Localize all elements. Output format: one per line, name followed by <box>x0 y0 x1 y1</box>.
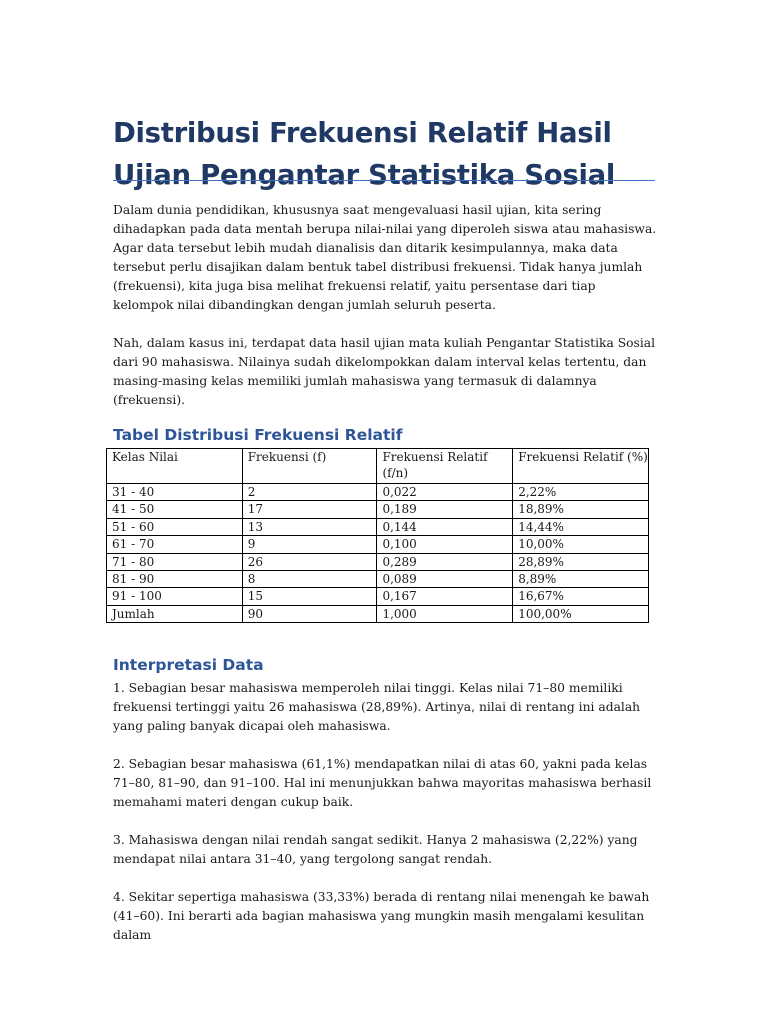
cell-frekuensi: 17 <box>242 501 377 518</box>
cell-relatif-ratio: 0,289 <box>377 553 513 570</box>
table-row <box>107 553 649 570</box>
table-row <box>107 536 649 553</box>
cell-relatif-ratio: 0,022 <box>377 484 513 501</box>
cell-relatif-ratio: 0,144 <box>377 518 513 535</box>
cell-frekuensi: 8 <box>242 571 377 588</box>
title-underline <box>113 180 655 181</box>
cell-kelas: 71 - 80 <box>107 553 243 570</box>
table-total-row <box>107 605 649 622</box>
cell-relatif-ratio: 0,089 <box>377 571 513 588</box>
cell-relatif-percent: 18,89% <box>513 501 649 518</box>
cell-kelas: 81 - 90 <box>107 571 243 588</box>
table-row <box>107 484 649 501</box>
header-frekuensi: Frekuensi (f) <box>242 449 377 484</box>
table-row <box>107 571 649 588</box>
interpretation-item-2: 2. Sebagian besar mahasiswa (61,1%) mendapatkan nilai di atas 60, yakni pada kelas 71–80, 81–90, dan 91–100. Hal ini menunjukkan bahwa mayoritas mahasiswa berhasil memahami materi dengan cukup baik. <box>113 757 652 809</box>
table-heading: Tabel Distribusi Frekuensi Relatif <box>113 426 403 444</box>
intro-paragraph-1: Dalam dunia pendidikan, khususnya saat mengevaluasi hasil ujian, kita sering dihadapkan pada data mentah berupa nilai-nilai yang diperoleh siswa atau mahasiswa. Agar data tersebut lebih mudah dianalisis dan ditarik kesimpulannya, maka data tersebut perlu disajikan dalam bentuk tabel distribusi frekuensi. Tidak hanya jumlah (frekuensi), kita juga bisa melihat frekuensi relatif, yaitu persentase dari tiap kelompok nilai dibandingkan dengan jumlah seluruh peserta. <box>113 203 657 312</box>
interpretation-item-3: 3. Mahasiswa dengan nilai rendah sangat sedikit. Hanya 2 mahasiswa (2,22%) yang mendapat nilai antara 31–40, yang tergolong sangat rendah. <box>113 833 638 866</box>
interpretation-item-4: 4. Sekitar sepertiga mahasiswa (33,33%) berada di rentang nilai menengah ke bawah (41–60). Ini berarti ada bagian mahasiswa yang mungkin masih mengalami kesulitan dalam <box>113 890 650 942</box>
cell-kelas: 91 - 100 <box>107 588 243 605</box>
table-row <box>107 518 649 535</box>
cell-relatif-ratio: 0,100 <box>377 536 513 553</box>
cell-frekuensi: 15 <box>242 588 377 605</box>
frequency-table <box>106 448 649 623</box>
cell-kelas: Jumlah <box>107 605 243 622</box>
cell-kelas: 51 - 60 <box>107 518 243 535</box>
cell-relatif-ratio: 0,167 <box>377 588 513 605</box>
cell-relatif-percent: 8,89% <box>513 571 649 588</box>
cell-relatif-ratio: 0,189 <box>377 501 513 518</box>
table-row <box>107 501 649 518</box>
header-kelas-nilai: Kelas Nilai <box>107 449 243 484</box>
cell-relatif-ratio: 1,000 <box>377 605 513 622</box>
cell-relatif-percent: 100,00% <box>513 605 649 622</box>
cell-frekuensi: 90 <box>242 605 377 622</box>
table-header-row <box>107 449 649 484</box>
cell-relatif-percent: 28,89% <box>513 553 649 570</box>
cell-relatif-percent: 2,22% <box>513 484 649 501</box>
cell-relatif-percent: 14,44% <box>513 518 649 535</box>
interpretation-item-1: 1. Sebagian besar mahasiswa memperoleh nilai tinggi. Kelas nilai 71–80 memiliki frekuensi tertinggi yaitu 26 mahasiswa (28,89%). Artinya, nilai di rentang ini adalah yang paling banyak dicapai oleh mahasiswa. <box>113 681 641 733</box>
cell-frekuensi: 2 <box>242 484 377 501</box>
intro-paragraph-2: Nah, dalam kasus ini, terdapat data hasil ujian mata kuliah Pengantar Statistika Sosial dari 90 mahasiswa. Nilainya sudah dikelompokkan dalam interval kelas tertentu, dan masing-masing kelas memiliki jumlah mahasiswa yang termasuk di dalamnya (frekuensi). <box>113 336 656 407</box>
cell-frekuensi: 9 <box>242 536 377 553</box>
cell-relatif-percent: 16,67% <box>513 588 649 605</box>
interpretation-list <box>113 679 658 964</box>
cell-frekuensi: 26 <box>242 553 377 570</box>
table-row <box>107 588 649 605</box>
cell-relatif-percent: 10,00% <box>513 536 649 553</box>
cell-kelas: 31 - 40 <box>107 484 243 501</box>
cell-kelas: 41 - 50 <box>107 501 243 518</box>
cell-kelas: 61 - 70 <box>107 536 243 553</box>
header-frekuensi-relatif-ratio: Frekuensi Relatif (f/n) <box>377 449 513 484</box>
cell-frekuensi: 13 <box>242 518 377 535</box>
document-title: Distribusi Frekuensi Relatif Hasil Ujian Pengantar Statistika Sosial <box>113 117 615 192</box>
header-frekuensi-relatif-percent: Frekuensi Relatif (%) <box>513 449 649 484</box>
interpretation-heading: Interpretasi Data <box>113 656 264 674</box>
